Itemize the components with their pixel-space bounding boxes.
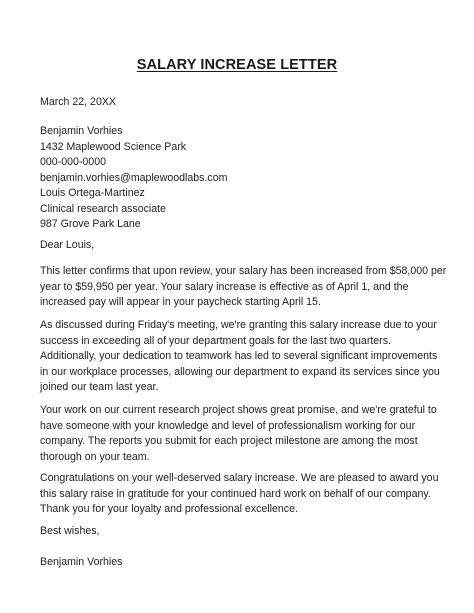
paragraph-line: joined our team last year. xyxy=(40,381,159,394)
paragraph-line: thorough on your team. xyxy=(40,450,150,463)
paragraph-line: increased pay will appear in your paycheck starting April 15. xyxy=(40,296,321,309)
salutation xyxy=(40,238,445,254)
paragraph-line: in our workplace processes, allowing our department to expand its services since you xyxy=(40,365,440,378)
recipient-name: Louis Ortega-Martinez xyxy=(40,187,145,199)
paragraph-3 xyxy=(40,403,445,465)
paragraph-line: company. The reports you submit for each project milestone are among the most xyxy=(40,435,418,448)
paragraph-line: this salary raise in gratitude for your continued hard work on behalf of our company. xyxy=(40,487,431,500)
date-text: March 22, 20XX xyxy=(40,96,116,108)
signature xyxy=(40,555,445,571)
sender-name: Benjamin Vorhies xyxy=(40,125,123,137)
sender-block xyxy=(40,124,445,186)
paragraph-line: have someone with your knowledge and level of professionalism working for our xyxy=(40,419,416,432)
signature-name: Benjamin Vorhies xyxy=(40,556,123,568)
salutation-text: Dear Louis, xyxy=(40,239,95,251)
paragraph-line: This letter confirms that upon review, your salary has been increased from $58,000 per xyxy=(40,265,447,277)
paragraph-line: Thank you for your loyalty and professional excellence. xyxy=(40,503,298,516)
paragraph-line: year to $59,950 per year. Your salary increase is effective as of April 1, and the xyxy=(40,280,409,293)
paragraph-line: Congratulations on your well-deserved salary increase. We are pleased to award you xyxy=(40,472,439,484)
paragraph-line: Additionally, your dedication to teamwork has led to several significant improvements xyxy=(40,350,438,363)
paragraph-line: success in exceeding all of your department goals for the last two quarters. xyxy=(40,334,391,347)
closing-text: Best wishes, xyxy=(40,525,100,537)
sender-email: benjamin.vorhies@maplewoodlabs.com xyxy=(40,171,228,184)
closing xyxy=(40,524,445,540)
letter-title: SALARY INCREASE LETTER xyxy=(136,57,338,73)
recipient-title: Clinical research associate xyxy=(40,202,167,215)
paragraph-2 xyxy=(40,318,445,396)
letter-date xyxy=(40,95,445,111)
recipient-block xyxy=(40,186,445,233)
paragraph-4 xyxy=(40,471,445,518)
sender-phone: 000-000-0000 xyxy=(40,156,106,169)
paragraph-1 xyxy=(40,264,445,311)
paragraph-line: Your work on our current research project shows great promise, and we're grateful to xyxy=(40,404,437,416)
paragraph-line: As discussed during Friday's meeting, we're granting this salary increase due to your xyxy=(40,319,437,331)
recipient-address: 987 Grove Park Lane xyxy=(40,218,141,231)
sender-address: 1432 Maplewood Science Park xyxy=(40,140,187,153)
